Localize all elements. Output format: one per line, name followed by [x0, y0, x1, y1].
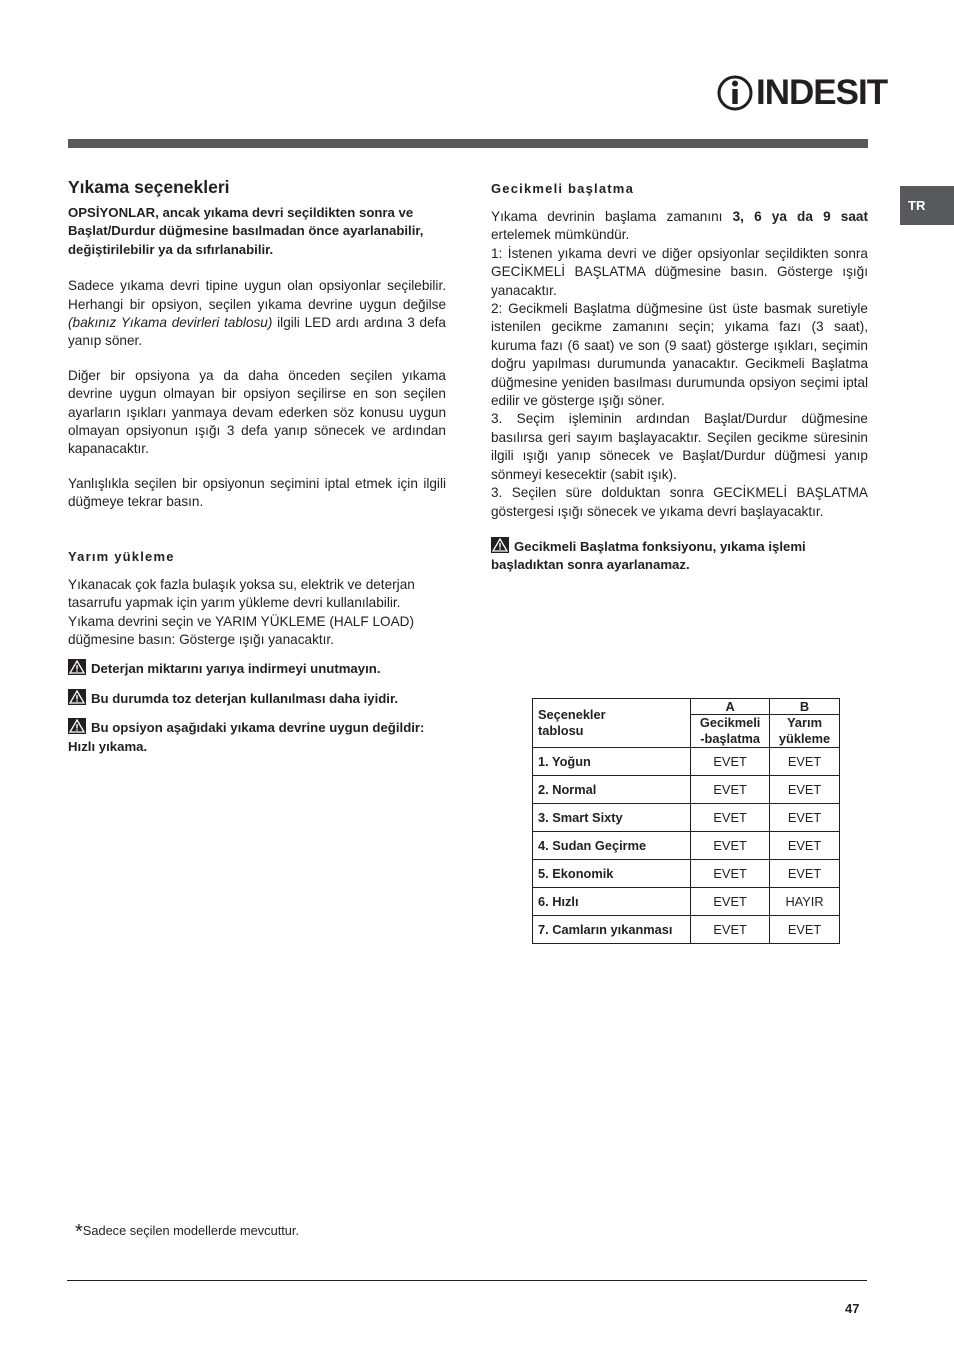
options-paragraph-1-end: ilgili LED ardı ardına 3 defa yanıp söner. — [68, 315, 446, 349]
column-header-delayed-start — [691, 715, 770, 748]
column-letter-a: A — [691, 699, 770, 715]
half-load-title: Yarım yükleme — [68, 548, 175, 564]
delayed-start-warning — [491, 537, 868, 575]
delayed-start-value: EVET — [691, 860, 770, 888]
options-table — [532, 698, 840, 944]
half-load-warning-3 — [68, 718, 446, 756]
options-table-header-line1: Seçenekler — [538, 707, 606, 722]
delayed-start-title: Gecikmeli başlatma — [491, 181, 634, 196]
footnote-text: Sadece seçilen modellerde mevcuttur. — [82, 1223, 300, 1238]
delayed-start-value: EVET — [691, 916, 770, 944]
half-load-value: HAYIR — [770, 888, 840, 916]
delayed-start-value: EVET — [691, 804, 770, 832]
table-row — [533, 804, 840, 832]
half-load-warning-3-text: Bu opsiyon aşağıdaki yıkama devrine uygun değildir: Hızlı yıkama. — [68, 720, 425, 754]
delayed-start-value: EVET — [691, 832, 770, 860]
delayed-start-step-1: 1: İstenen yıkama devri ve diğer opsiyonlar seçildikten sonra GECİKMELİ BAŞLATMA düğmesine basın. Gösterge ışığı yanacaktır. — [491, 245, 868, 298]
half-load-warning-2-text: Bu durumda toz deterjan kullanılması daha iyidir. — [91, 690, 399, 706]
table-row — [533, 916, 840, 944]
column-letter-b: B — [770, 699, 840, 715]
footnote — [75, 1221, 299, 1244]
table-row — [533, 888, 840, 916]
header-divider-bar — [68, 139, 868, 148]
options-intro: OPSİYONLAR, ancak yıkama devri seçildikten sonra ve Başlat/Durdur düğmesine basılmadan önce ayarlanabilir, değiştirilebilir ya da sıfırlanabilir. — [68, 205, 424, 257]
delayed-start-step-3b: 3. Seçilen süre dolduktan sonra GECİKMELİ BAŞLATMA göstergesi ışığı sönecek ve yıkama devri başlayacaktır. — [491, 485, 868, 519]
delayed-start-value: EVET — [691, 748, 770, 776]
program-name: 4. Sudan Geçirme — [533, 832, 691, 860]
half-load-value: EVET — [770, 804, 840, 832]
options-paragraph-2: Diğer bir opsiyona ya da daha önceden seçilen yıkama devrine uygun olmayan bir opsiyon seçilirse en son seçilen ayarların ışıkları yanmaya devam ederken söz konusu uygun olmayan opsiyonun ışığı 3 defa yanıp sönecek ve ardından kapanacaktır. — [68, 367, 446, 457]
delayed-start-step-2: 2: Gecikmeli Başlatma düğmesine üst üste basmak suretiyle istenilen gecikme zamanını seçin; yıkama fazı (3 saat), kuruma fazı (6 saat) ve son (9 saat) gösterge ışıkları, seçimin doğru yapılması durumunda yanacaktır. Gecikmeli Başlatma düğmesine yeniden basılması durumunda opsiyon seçimi iptal edilir ve gösterge ışığı söner. — [491, 301, 868, 409]
program-name: 3. Smart Sixty — [533, 804, 691, 832]
column-b-line1: Yarım — [787, 715, 822, 730]
cycles-table-reference: (bakınız Yıkama devirleri tablosu) — [68, 315, 273, 331]
warning-icon — [68, 659, 86, 675]
warning-icon — [68, 718, 86, 734]
warning-icon — [491, 537, 509, 553]
program-name: 6. Hızlı — [533, 888, 691, 916]
delayed-start-intro-start: Yıkama devrinin başlama zamanını — [491, 209, 733, 224]
half-load-warning-1-text: Deterjan miktarını yarıya indirmeyi unutmayın. — [91, 661, 381, 677]
language-tab: TR — [900, 186, 954, 225]
options-paragraph-3: Yanlışlıkla seçilen bir opsiyonun seçimini iptal etmek için ilgili düğmeye tekrar basın. — [68, 475, 446, 510]
page-number: 47 — [845, 1301, 860, 1316]
half-load-value: EVET — [770, 860, 840, 888]
options-table-header-line2: tablosu — [538, 723, 584, 738]
delayed-start-value: EVET — [691, 888, 770, 916]
brand-info-icon — [716, 70, 754, 116]
delayed-start-step-3a: 3. Seçim işleminin ardından Başlat/Durdur düğmesine basılırsa geri sayım başlayacaktır. Seçilen gecikme süresinin ilgili ışığı yanıp sönecek ve Başlat/Durdur düğmesi yanıp sönmeyi kesecektir (sabit ışık). — [491, 411, 868, 482]
half-load-warning-1 — [68, 659, 446, 678]
table-row — [533, 860, 840, 888]
half-load-value: EVET — [770, 748, 840, 776]
half-load-value: EVET — [770, 832, 840, 860]
delayed-start-intro — [491, 208, 868, 245]
half-load-warning-2 — [68, 689, 446, 708]
delay-hours: 3, 6 ya da 9 saat — [732, 209, 868, 224]
right-column — [491, 180, 868, 575]
program-name: 1. Yoğun — [533, 748, 691, 776]
indesit-logo — [716, 70, 888, 116]
half-load-text: Yıkanacak çok fazla bulaşık yoksa su, elektrik ve deterjan tasarrufu yapmak için yarım yükleme devri kullanılabilir. Yıkama devrini seçin ve YARIM YÜKLEME (HALF LOAD) düğmesine basın: Gösterge ışığı yanacaktır. — [68, 576, 415, 647]
program-name: 7. Camların yıkanması — [533, 916, 691, 944]
delayed-start-warning-text: Gecikmeli Başlatma fonksiyonu, yıkama işlemi başladıktan sonra ayarlanamaz. — [491, 538, 806, 573]
column-a-line2: -başlatma — [700, 731, 760, 746]
footnote-asterisk: * — [75, 1221, 83, 1243]
half-load-value: EVET — [770, 776, 840, 804]
delayed-start-intro-end: ertelemek mümkündür. — [491, 227, 630, 243]
section-title: Yıkama seçenekleri — [68, 177, 230, 197]
table-row — [533, 832, 840, 860]
options-table-header — [533, 699, 691, 748]
column-a-line1: Gecikmeli — [699, 715, 761, 730]
delayed-start-value: EVET — [691, 776, 770, 804]
footer-divider — [67, 1280, 867, 1281]
program-name: 5. Ekonomik — [533, 860, 691, 888]
options-paragraph-1-start: Sadece yıkama devri tipine uygun olan opsiyonlar seçilebilir. Herhangi bir opsiyon, seçilen yıkama devrine uygun değilse — [68, 278, 446, 312]
options-paragraph-1 — [68, 277, 446, 351]
column-b-line2: yükleme — [778, 731, 831, 746]
brand-name: INDESIT — [756, 73, 888, 112]
warning-icon — [68, 689, 86, 705]
left-column — [68, 176, 446, 756]
program-name: 2. Normal — [533, 776, 691, 804]
column-header-half-load — [770, 715, 840, 748]
half-load-value: EVET — [770, 916, 840, 944]
table-row — [533, 776, 840, 804]
table-row — [533, 748, 840, 776]
